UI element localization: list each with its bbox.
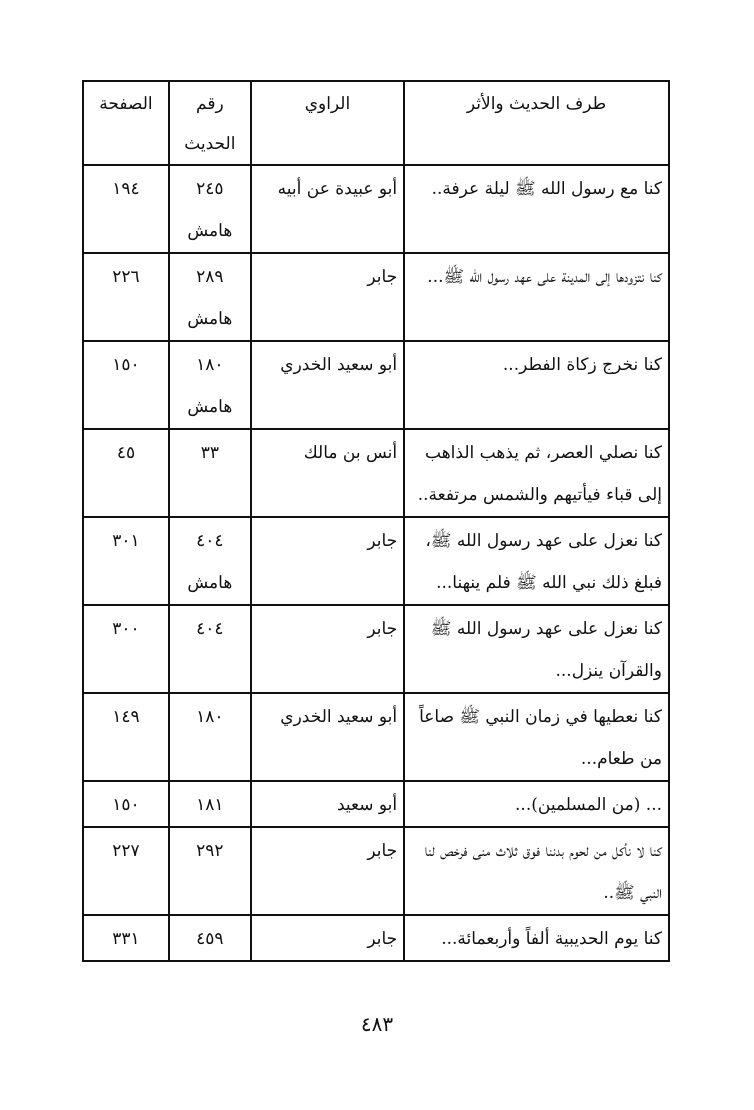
header-page: الصفحة	[83, 81, 169, 165]
page-cell: ٣٣١	[83, 915, 169, 961]
page-cell: ١٥٠	[83, 781, 169, 827]
narrator-cell: أبو سعيد الخدري	[251, 341, 404, 429]
table-row	[83, 341, 669, 429]
table-row	[83, 781, 669, 827]
hadith-number: ٢٩٢	[196, 841, 224, 861]
hadith-text-cell: كنا نعزل على عهد رسول الله ﷺ والقرآن ينزل...	[404, 605, 669, 693]
hadith-number-cell	[169, 517, 251, 605]
narrator-cell: جابر	[251, 827, 404, 915]
hadith-text-cell: كنا مع رسول الله ﷺ ليلة عرفة..	[404, 165, 669, 253]
page-cell: ١٥٠	[83, 341, 169, 429]
narrator-cell: أبو سعيد الخدري	[251, 693, 404, 781]
header-hadith-number: رقم الحديث	[169, 81, 251, 165]
hadith-number-cell	[169, 781, 251, 827]
table-body	[83, 165, 669, 961]
hadith-number-cell	[169, 341, 251, 429]
hadith-text-cell: كنا يوم الحديبية ألفاً وأربعمائة...	[404, 915, 669, 961]
hadith-text-cell: كنا نعزل على عهد رسول الله ﷺ، فبلغ ذلك نبي الله ﷺ فلم ينهنا...	[404, 517, 669, 605]
page-cell: ٢٢٧	[83, 827, 169, 915]
hadith-number: ٢٤٥	[196, 179, 224, 199]
page-cell: ٢٢٦	[83, 253, 169, 341]
page-cell: ٣٠٠	[83, 605, 169, 693]
hadith-text-cell: كنا نعطيها في زمان النبي ﷺ صاعاً من طعام...	[404, 693, 669, 781]
hadith-number: ١٨٠	[196, 355, 224, 375]
header-narrator: الراوي	[251, 81, 404, 165]
hadith-number-cell	[169, 429, 251, 517]
hadith-text-cell: كنا لا نأكل من لحوم بدننا فوق ثلاث منى فرخص لنا النبي ﷺ..	[404, 827, 669, 915]
table-row	[83, 915, 669, 961]
hadith-number: ١٨١	[196, 795, 224, 815]
hadith-number: ٤٠٤	[196, 531, 224, 551]
hadith-text-cell: كنا نتزودها إلى المدينة على عهد رسول الله ﷺ...	[404, 253, 669, 341]
narrator-cell: أبو عبيدة عن أبيه	[251, 165, 404, 253]
table-row	[83, 693, 669, 781]
table-row	[83, 165, 669, 253]
hadith-number-cell	[169, 915, 251, 961]
hadith-index-table	[82, 80, 670, 962]
table-row	[83, 429, 669, 517]
page-cell: ٣٠١	[83, 517, 169, 605]
hadith-number-cell	[169, 253, 251, 341]
hadith-number: ٢٨٩	[196, 267, 224, 287]
header-hadith-text: طرف الحديث والأثر	[404, 81, 669, 165]
hadith-text-cell: ... (من المسلمين)...	[404, 781, 669, 827]
table-row	[83, 827, 669, 915]
page-cell: ١٤٩	[83, 693, 169, 781]
table-row	[83, 253, 669, 341]
hadith-number-cell	[169, 165, 251, 253]
footnote-marker: هامش	[187, 573, 233, 593]
hadith-number-cell	[169, 827, 251, 915]
footnote-marker: هامش	[187, 397, 233, 417]
narrator-cell: أنس بن مالك	[251, 429, 404, 517]
hadith-number-cell	[169, 693, 251, 781]
narrator-cell: جابر	[251, 517, 404, 605]
page-number: ٤٨٣	[360, 1012, 394, 1036]
hadith-number: ١٨٠	[196, 707, 224, 727]
narrator-cell: جابر	[251, 915, 404, 961]
page-cell: ١٩٤	[83, 165, 169, 253]
hadith-number: ٤٠٤	[196, 619, 224, 639]
footnote-marker: هامش	[187, 309, 233, 329]
table-header-row	[83, 81, 669, 165]
narrator-cell: أبو سعيد	[251, 781, 404, 827]
hadith-number: ٤٥٩	[196, 929, 224, 949]
narrator-cell: جابر	[251, 253, 404, 341]
hadith-text-cell: كنا نخرج زكاة الفطر...	[404, 341, 669, 429]
footnote-marker: هامش	[187, 221, 233, 241]
page-cell: ٤٥	[83, 429, 169, 517]
narrator-cell: جابر	[251, 605, 404, 693]
table-row	[83, 517, 669, 605]
table-row	[83, 605, 669, 693]
hadith-number: ٣٣	[200, 443, 219, 463]
hadith-text-cell: كنا نصلي العصر، ثم يذهب الذاهب إلى قباء فيأتيهم والشمس مرتفعة..	[404, 429, 669, 517]
hadith-number-cell	[169, 605, 251, 693]
